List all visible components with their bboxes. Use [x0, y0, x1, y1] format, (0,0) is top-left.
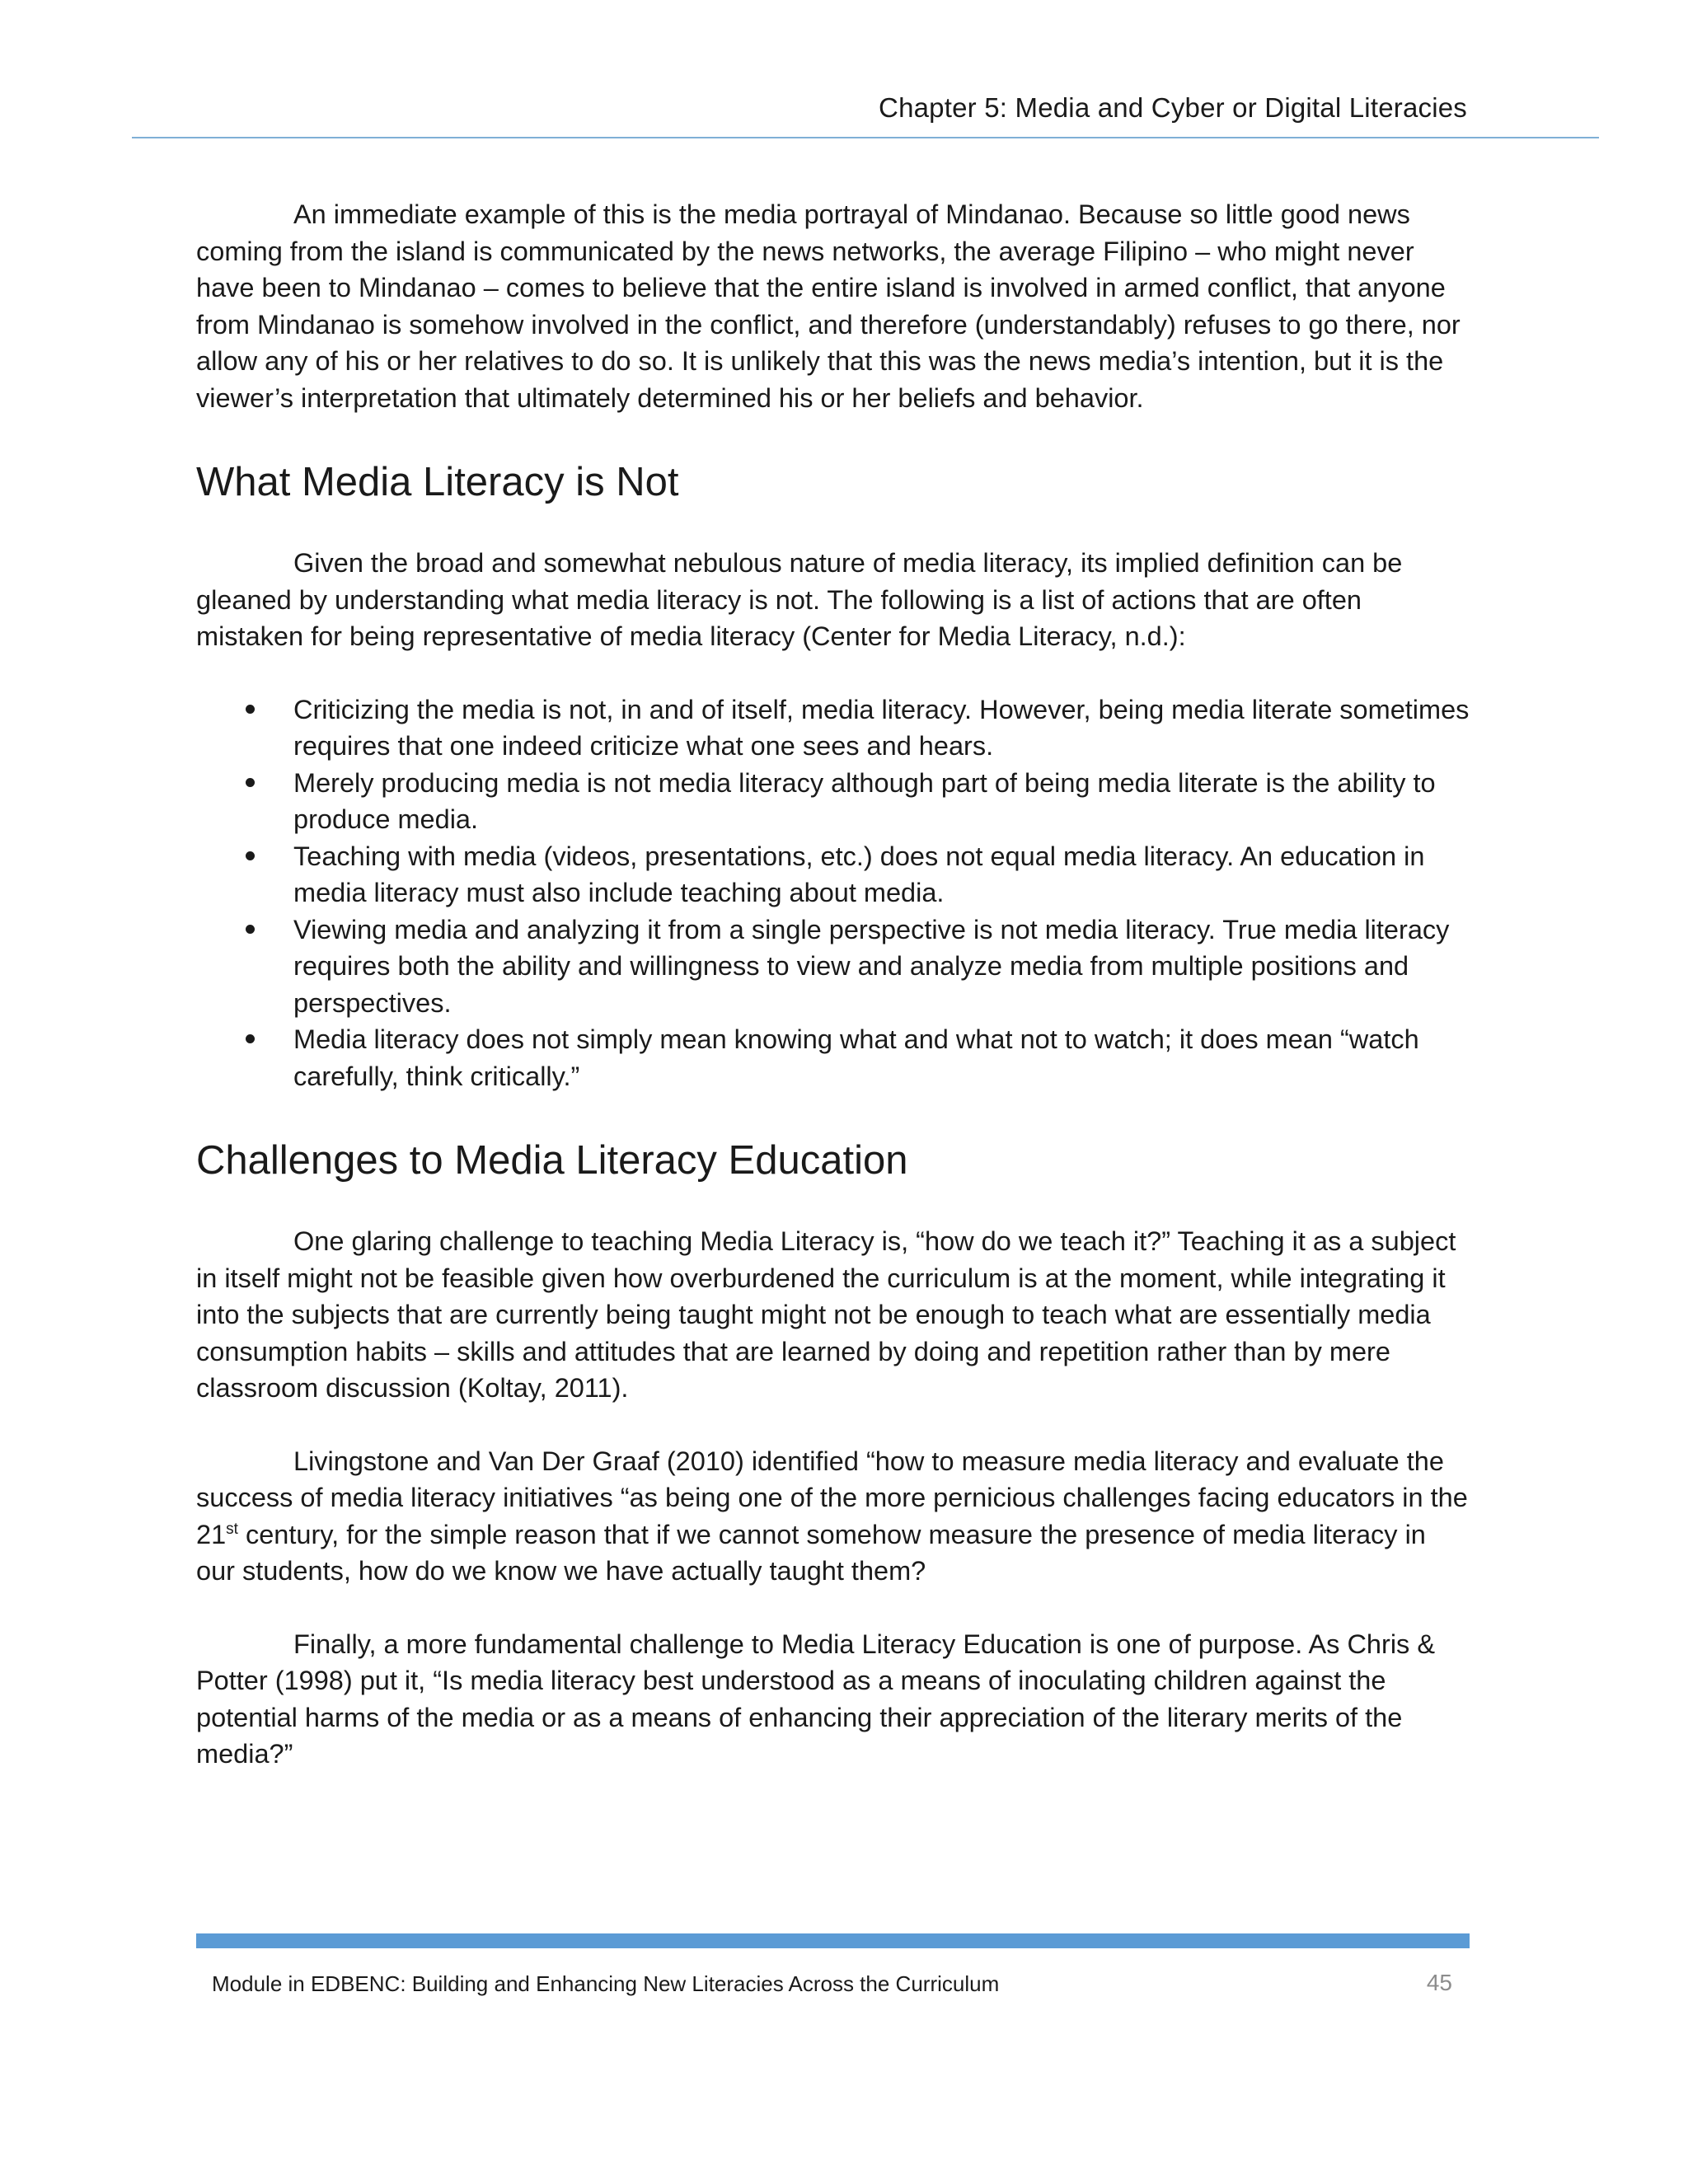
- bullet-icon: [246, 1034, 255, 1043]
- page-number: 45: [1426, 1970, 1452, 1995]
- challenges-paragraph-3: Finally, a more fundamental challenge to Media Literacy Education is one of purpose. As Chris & Potter (1998) put it, “Is media literacy best understood as a means of inoculating children against the potential harms of the media or as a means of enhancing their appreciation of the literary merits of the media?”: [196, 1629, 1436, 1769]
- media-literacy-misconceptions-list: [196, 691, 1470, 1095]
- list-item-text: Media literacy does not simply mean knowing what and what not to watch; it does mean “watch carefully, think critically.”: [293, 1024, 1419, 1091]
- chapter-header: Chapter 5: Media and Cyber or Digital Literacies: [879, 92, 1467, 123]
- paragraph-text-part: century, for the simple reason that if we cannot somehow measure the presence of media literacy in our students, how do we know we have actually taught them?: [196, 1519, 1426, 1586]
- bullet-icon: [246, 705, 255, 714]
- list-item: [196, 912, 1470, 1022]
- header-divider: [132, 137, 1599, 138]
- list-item-text: Criticizing the media is not, in and of itself, media literacy. However, being media literate sometimes requires that one indeed criticize what one sees and hears.: [293, 694, 1470, 761]
- list-item: [196, 838, 1470, 912]
- bullet-icon: [246, 851, 255, 860]
- section-heading-challenges: Challenges to Media Literacy Education: [196, 1138, 908, 1183]
- footer-divider-bar: [196, 1933, 1470, 1948]
- footer-module-title: Module in EDBENC: Building and Enhancing New Literacies Across the Curriculum: [212, 1971, 1000, 1996]
- challenges-paragraph-2: [196, 1443, 1470, 1590]
- ordinal-superscript: st: [226, 1520, 238, 1538]
- intro-paragraph: An immediate example of this is the media portrayal of Mindanao. Because so little good news coming from the island is communicated by the news networks, the average Filipino – who might never have been to Mindanao – comes to believe that the entire island is involved in armed conflict, that anyone from Mindanao is somehow involved in the conflict, and therefore (understandably) refuses to go there, nor allow any of his or her relatives to do so. It is unlikely that this was the news media’s intention, but it is the viewer’s interpretation that ultimately determined his or her beliefs and behavior.: [196, 199, 1461, 413]
- list-item-text: Viewing media and analyzing it from a single perspective is not media literacy. True media literacy requires both the ability and willingness to view and analyze media from multiple positions and perspectives.: [293, 914, 1450, 1018]
- list-item: [196, 765, 1470, 838]
- bullet-icon: [246, 925, 255, 934]
- list-item-text: Teaching with media (videos, presentations, etc.) does not equal media literacy. An education in media literacy must also include teaching about media.: [293, 841, 1425, 907]
- list-item-text: Merely producing media is not media literacy although part of being media literate is the ability to produce media.: [293, 767, 1436, 834]
- challenges-paragraph-1: One glaring challenge to teaching Media Literacy is, “how do we teach it?” Teaching it as a subject in itself might not be feasible given how overburdened the curriculum is at the moment, while integrating it into the subjects that are currently being taught might not be enough to teach what are essentially media consumption habits – skills and attitudes that are learned by doing and repetition rather than by mere classroom discussion (Koltay, 2011).: [196, 1226, 1456, 1403]
- section-heading-what-media-literacy-is-not: What Media Literacy is Not: [196, 460, 679, 504]
- list-item: [196, 691, 1470, 765]
- bullet-icon: [246, 778, 255, 787]
- section1-intro-paragraph: Given the broad and somewhat nebulous nature of media literacy, its implied definition can be gleaned by understanding what media literacy is not. The following is a list of actions that are often mistaken for being representative of media literacy (Center for Media Literacy, n.d.):: [196, 548, 1403, 651]
- list-item: [196, 1021, 1470, 1094]
- page-content: [196, 196, 1470, 1773]
- paragraph-text-part: Livingstone and Van Der Graaf (2010) identified “how to measure media literacy and evaluate the success of media literacy initiatives “as being one of the more pernicious challenges facing educators in the 21: [196, 1446, 1468, 1549]
